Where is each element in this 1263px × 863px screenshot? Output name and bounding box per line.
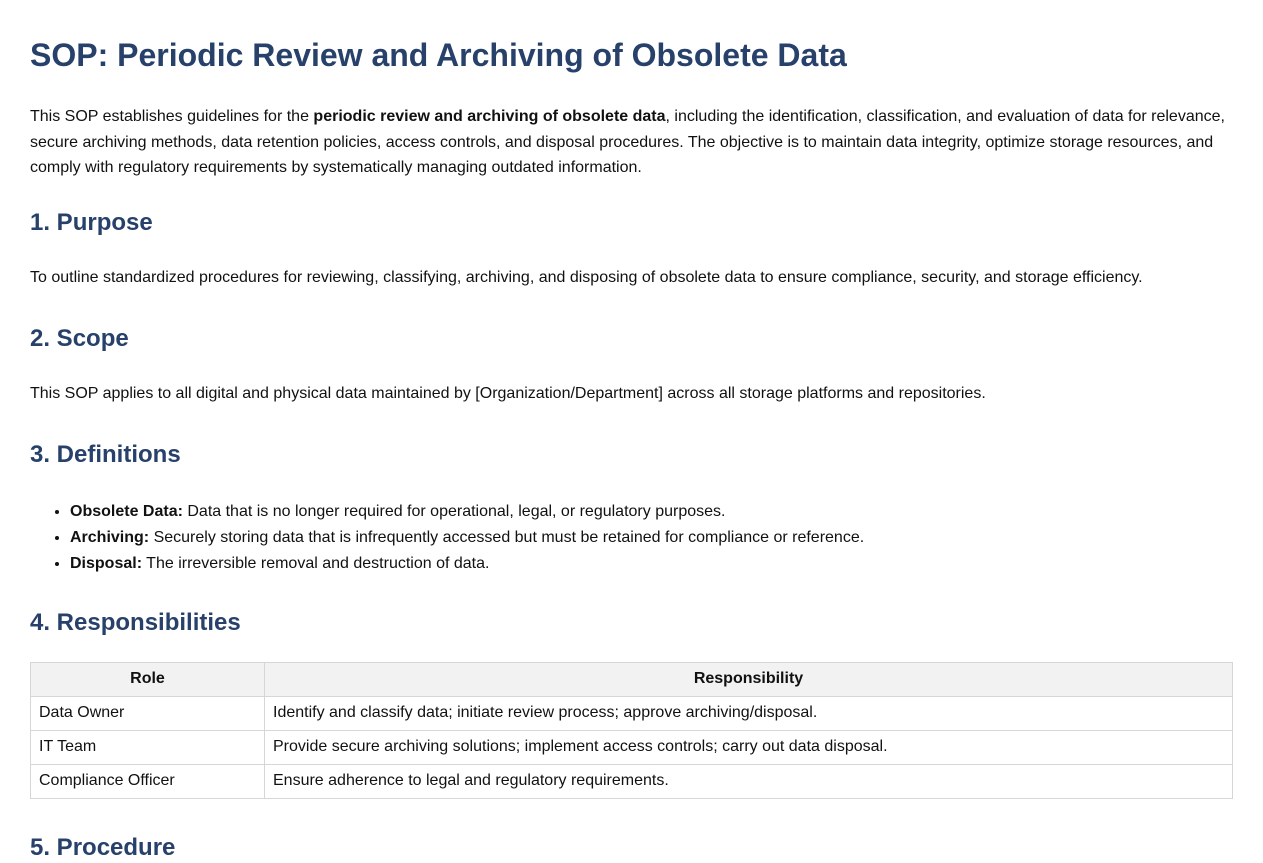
responsibility-cell: Identify and classify data; initiate review process; approve archiving/disposal.	[265, 696, 1233, 730]
role-cell: IT Team	[31, 730, 265, 764]
responsibility-cell: Ensure adherence to legal and regulatory requirements.	[265, 764, 1233, 798]
definitions-heading: 3. Definitions	[30, 440, 181, 468]
definition-text: The irreversible removal and destruction of data.	[142, 554, 490, 572]
table-header-row	[31, 662, 1233, 696]
table-row	[31, 696, 1233, 730]
intro-text-start: This SOP establishes guidelines for the	[30, 108, 314, 125]
purpose-heading: 1. Purpose	[30, 208, 153, 236]
definition-term: Obsolete Data:	[70, 502, 183, 520]
table-row	[31, 730, 1233, 764]
purpose-text: To outline standardized procedures for reviewing, classifying, archiving, and disposing of obsolete data to ensure compliance, security, and storage efficiency.	[30, 268, 1143, 286]
definition-item	[70, 525, 1233, 551]
table-row	[31, 764, 1233, 798]
intro-text-end: , including the identification, classification, and evaluation of data for relevance, secure archiving methods, data retention policies, access controls, and disposal procedures. The objective is to maintain data integrity, optimize storage resources, and comply with regulatory requirements by systematically managing outdated information.	[30, 108, 1225, 176]
procedure-heading: 5. Procedure	[30, 833, 176, 861]
definition-term: Disposal:	[70, 554, 143, 572]
scope-text: This SOP applies to all digital and physical data maintained by [Organization/Department] across all storage platforms and repositories.	[30, 384, 986, 402]
page-title: SOP: Periodic Review and Archiving of Obsolete Data	[30, 37, 847, 73]
definition-term: Archiving:	[70, 528, 150, 546]
column-header-responsibility: Responsibility	[265, 662, 1233, 696]
definition-item	[70, 499, 1233, 525]
scope-heading: 2. Scope	[30, 324, 129, 352]
column-header-role: Role	[31, 662, 265, 696]
responsibilities-heading: 4. Responsibilities	[30, 608, 241, 636]
definition-text: Data that is no longer required for operational, legal, or regulatory purposes.	[182, 502, 726, 520]
definition-item	[70, 551, 1233, 577]
role-cell: Data Owner	[31, 696, 265, 730]
responsibility-cell: Provide secure archiving solutions; implement access controls; carry out data disposal.	[265, 730, 1233, 764]
definition-text: Securely storing data that is infrequently accessed but must be retained for compliance or reference.	[149, 528, 865, 546]
definitions-list	[30, 499, 1233, 577]
intro-paragraph	[30, 104, 1233, 181]
intro-bold-phrase: periodic review and archiving of obsolete data	[313, 108, 666, 125]
responsibilities-table	[30, 662, 1233, 799]
role-cell: Compliance Officer	[31, 764, 265, 798]
